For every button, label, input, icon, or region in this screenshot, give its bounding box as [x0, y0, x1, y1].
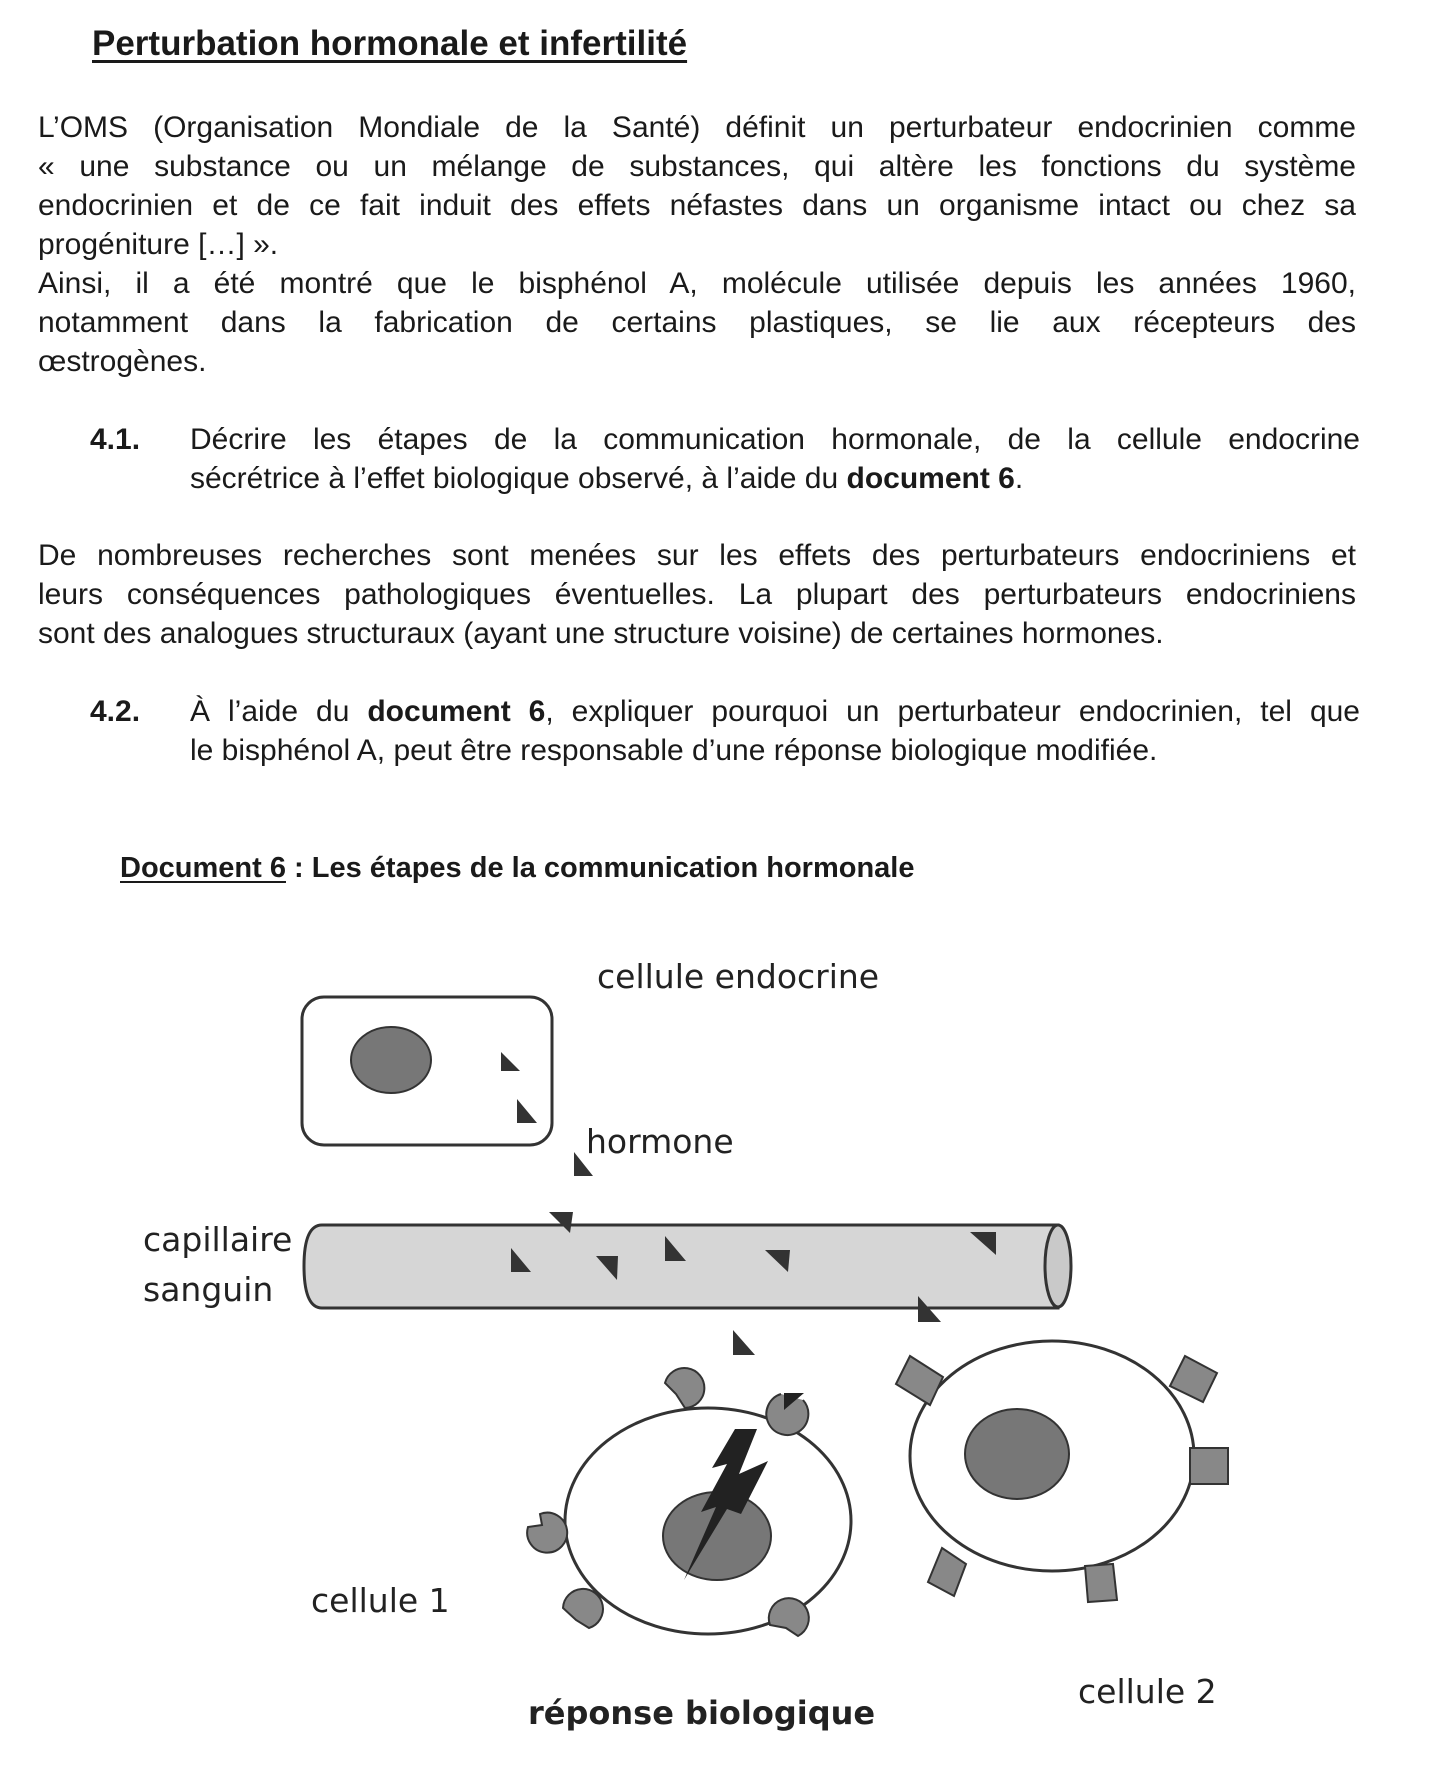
label-hormone: hormone: [586, 1122, 734, 1161]
document-reference: document 6: [367, 695, 546, 728]
target-cell-1: [527, 1368, 851, 1636]
receptor-icon: [1190, 1448, 1228, 1484]
intro-paragraph: [38, 108, 1356, 381]
hormonal-communication-diagram: [0, 900, 1438, 1778]
intro-line: œstrogènes.: [38, 345, 207, 378]
middle-line: leurs conséquences pathologiques éventuelles. La plupart des perturbateurs endocriniens: [38, 578, 1356, 611]
label-cell-2: cellule 2: [1078, 1672, 1217, 1711]
label-capillary-line-2: sanguin: [143, 1270, 274, 1309]
label-cell-1: cellule 1: [311, 1581, 450, 1620]
document-label: Document 6: [120, 852, 286, 884]
receptor-icon: [1085, 1564, 1117, 1602]
intro-line: notamment dans la fabrication de certains plastiques, se lie aux récepteurs des: [38, 306, 1356, 339]
label-endocrine-cell: cellule endocrine: [597, 957, 880, 996]
page-title: Perturbation hormonale et infertilité: [92, 24, 688, 63]
intro-line: « une substance ou un mélange de substances, qui altère les fonctions du système: [38, 150, 1356, 183]
intro-line: progéniture […] ».: [38, 228, 279, 261]
receptor-icon: [1170, 1356, 1217, 1402]
receptor-icon: [527, 1513, 567, 1553]
question-line: le bisphénol A, peut être responsable d’une réponse biologique modifiée.: [190, 734, 1158, 767]
middle-paragraph: [38, 536, 1356, 653]
receptor-icon: [769, 1598, 809, 1636]
endocrine-cell: [302, 997, 552, 1145]
intro-line: L’OMS (Organisation Mondiale de la Santé) définit un perturbateur endocrinien comme: [38, 111, 1356, 144]
intro-line: Ainsi, il a été montré que le bisphénol A, molécule utilisée depuis les années 1960,: [38, 267, 1356, 300]
target-cell-2: [896, 1341, 1228, 1602]
hormone-icon: [733, 1330, 755, 1355]
middle-line: De nombreuses recherches sont menées sur les effets des perturbateurs endocriniens et: [38, 539, 1356, 572]
question-4-2-number: 4.2.: [90, 695, 141, 728]
document-separator: :: [285, 852, 312, 884]
receptor-icon: [928, 1548, 966, 1596]
question-text: .: [1014, 462, 1024, 495]
blood-capillary: [304, 1212, 1071, 1322]
receptor-icon: [665, 1368, 704, 1408]
question-4-2-text: [190, 692, 1360, 770]
question-text: , expliquer pourquoi un perturbateur endocrinien, tel que: [545, 695, 1360, 728]
intro-line: endocrinien et de ce fait induit des effets néfastes dans un organisme intact ou chez sa: [38, 189, 1356, 222]
document-title: [120, 850, 914, 886]
question-text: À l’aide du: [190, 695, 368, 728]
question-line: [190, 459, 1360, 498]
question-text: sécrétrice à l’effet biologique observé, à l’aide du: [190, 462, 847, 495]
receptor-icon: [563, 1589, 603, 1628]
label-biological-response: réponse biologique: [528, 1694, 876, 1732]
middle-line: sont des analogues structuraux (ayant une structure voisine) de certaines hormones.: [38, 617, 1164, 650]
label-capillary-line-1: capillaire: [143, 1220, 293, 1259]
document-caption: Les étapes de la communication hormonale: [311, 852, 915, 884]
question-line: [190, 692, 1360, 731]
document-reference: document 6: [846, 462, 1015, 495]
question-4-1-text: [190, 420, 1360, 498]
question-4-1-number: 4.1.: [90, 423, 141, 456]
question-line: Décrire les étapes de la communication hormonale, de la cellule endocrine: [190, 423, 1360, 456]
